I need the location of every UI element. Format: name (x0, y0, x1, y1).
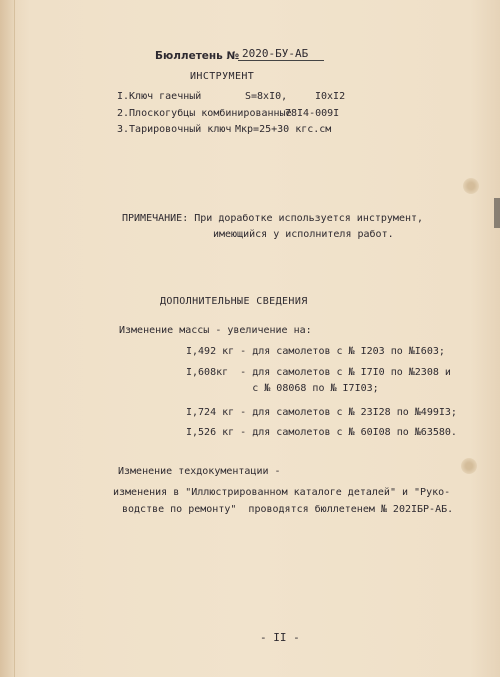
mass-intro: Изменение массы - увеличение на: (119, 325, 312, 336)
note-line: ПРИМЕЧАНИЕ: При доработке используется инструмент, (122, 213, 424, 224)
tool-item-spec: 78I4-009I (285, 108, 340, 119)
punch-hole (463, 178, 479, 194)
tool-item-spec-alt: I0xI2 (315, 91, 346, 102)
tool-item-name: 2.Плоскогубцы комбинированные (117, 108, 292, 119)
additional-heading: ДОПОЛНИТЕЛЬНЫЕ СВЕДЕНИЯ (160, 296, 308, 307)
tool-item-spec: S=8xI0, (245, 91, 288, 102)
mass-line: I,526 кг - для самолетов с № 60I08 по №63580. (186, 427, 457, 438)
edge-mark (494, 198, 500, 228)
note-line: имеющийся у исполнителя работ. (213, 229, 394, 240)
mass-line: с № 08068 по № I7I03; (186, 383, 379, 394)
punch-hole (461, 458, 477, 474)
doc-line: водстве по ремонту" проводятся бюллетенем № 202IБР-АБ. (122, 504, 454, 515)
mass-line: I,608кг - для самолетов с № I7I0 по №2308 и (186, 367, 451, 378)
mass-line: I,724 кг - для самолетов с № 23I28 по №499I3; (186, 407, 457, 418)
tools-heading: ИНСТРУМЕНТ (190, 71, 255, 82)
bulletin-number: 2020-БУ-АБ (238, 48, 324, 61)
bulletin-label: Бюллетень № (155, 50, 240, 62)
doc-intro: Изменение техдокументации - (118, 466, 281, 477)
mass-line: I,492 кг - для самолетов с № I203 по №I603; (186, 346, 445, 357)
tool-item-name: 3.Тарировочный ключ (117, 124, 232, 135)
tool-item-spec: Мкр=25+30 кгс.см (235, 124, 332, 135)
page-binding-edge (0, 0, 15, 677)
doc-line: изменения в "Иллюстрированном каталоге деталей" и "Руко- (113, 487, 451, 498)
tool-item-name: I.Ключ гаечный (117, 91, 202, 102)
page-number: - II - (260, 631, 300, 644)
